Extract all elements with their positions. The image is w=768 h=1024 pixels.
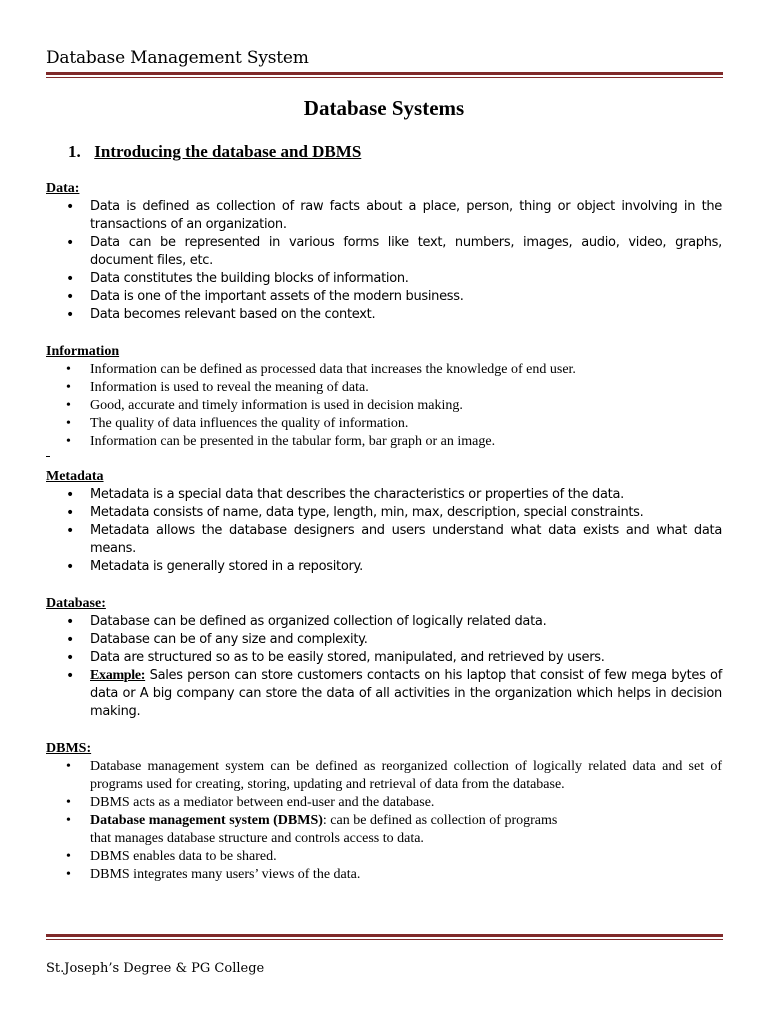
section-heading-text: Introducing the database and DBMS — [94, 142, 362, 161]
page-header-title: Database Management System — [46, 48, 309, 68]
metadata-section — [46, 468, 722, 576]
database-label: Database: — [46, 596, 106, 611]
dbms-definition-term: Database management system (DBMS) — [90, 813, 323, 828]
footer-rule — [46, 934, 723, 940]
list-item: • Data becomes relevant based on the context. — [46, 306, 722, 324]
list-item-dbms-definition — [46, 812, 722, 848]
list-item: • Information is used to reveal the meaning of data. — [46, 379, 722, 397]
document-title: Database Systems — [303, 96, 465, 120]
list-item: • Database can be defined as organized collection of logically related data. — [46, 613, 722, 631]
list-item: • DBMS integrates many users’ views of the data. — [46, 866, 722, 884]
list-item: • Data are structured so as to be easily stored, manipulated, and retrieved by users. — [46, 649, 722, 667]
section-heading — [68, 142, 361, 162]
list-item: • Database management system can be defined as reorganized collection of logically related data and set of programs used for creating, storing, updating and retrieval of data from the database. — [46, 758, 722, 794]
dbms-definition-line2: that manages database structure and controls access to data. — [90, 831, 424, 846]
information-list — [46, 361, 722, 451]
list-item: • Information can be presented in the tabular form, bar graph or an image. — [46, 433, 722, 451]
data-list — [46, 198, 722, 324]
data-label: Data: — [46, 181, 80, 196]
section-number: 1. — [68, 142, 81, 161]
list-item: • DBMS acts as a mediator between end-user and the database. — [46, 794, 722, 812]
header-rule — [46, 72, 723, 78]
list-item: • Metadata allows the database designers and users understand what data exists and what data means. — [46, 522, 722, 558]
example-text: Sales person can store customers contacts on his laptop that consist of few mega bytes of data or A big company can store the data of all activities in the organization which helps in decision making. — [90, 668, 722, 719]
dbms-definition-line1: : can be defined as collection of programs — [322, 813, 558, 828]
list-item: • Database can be of any size and complexity. — [46, 631, 722, 649]
list-item: • Metadata consists of name, data type, length, min, max, description, special constraints. — [46, 504, 722, 522]
list-item: • Data is one of the important assets of the modern business. — [46, 288, 722, 306]
list-item: • Data can be represented in various forms like text, numbers, images, audio, video, graphs, document files, etc. — [46, 234, 722, 270]
list-item: • DBMS enables data to be shared. — [46, 848, 722, 866]
page-footer-text: St.Joseph’s Degree & PG College — [46, 961, 265, 976]
example-label: Example: — [90, 668, 146, 683]
database-section — [46, 595, 722, 721]
list-item: • Data is defined as collection of raw facts about a place, person, thing or object involving in the transactions of an organization. — [46, 198, 722, 234]
list-item: • Metadata is a special data that describes the characteristics or properties of the data. — [46, 486, 722, 504]
metadata-label: Metadata — [46, 469, 104, 484]
information-label: Information — [46, 344, 120, 359]
list-item: • The quality of data influences the quality of information. — [46, 415, 722, 433]
metadata-list — [46, 486, 722, 576]
underline-mark — [46, 456, 50, 457]
list-item: • Information can be defined as processed data that increases the knowledge of end user. — [46, 361, 722, 379]
dbms-list — [46, 758, 722, 884]
data-section — [46, 180, 722, 324]
list-item: • Metadata is generally stored in a repository. — [46, 558, 722, 576]
information-section — [46, 343, 722, 451]
list-item: • Data constitutes the building blocks of information. — [46, 270, 722, 288]
list-item-example — [46, 667, 722, 721]
database-list — [46, 613, 722, 721]
list-item: • Good, accurate and timely information is used in decision making. — [46, 397, 722, 415]
dbms-section — [46, 740, 722, 884]
dbms-label: DBMS: — [46, 741, 92, 756]
